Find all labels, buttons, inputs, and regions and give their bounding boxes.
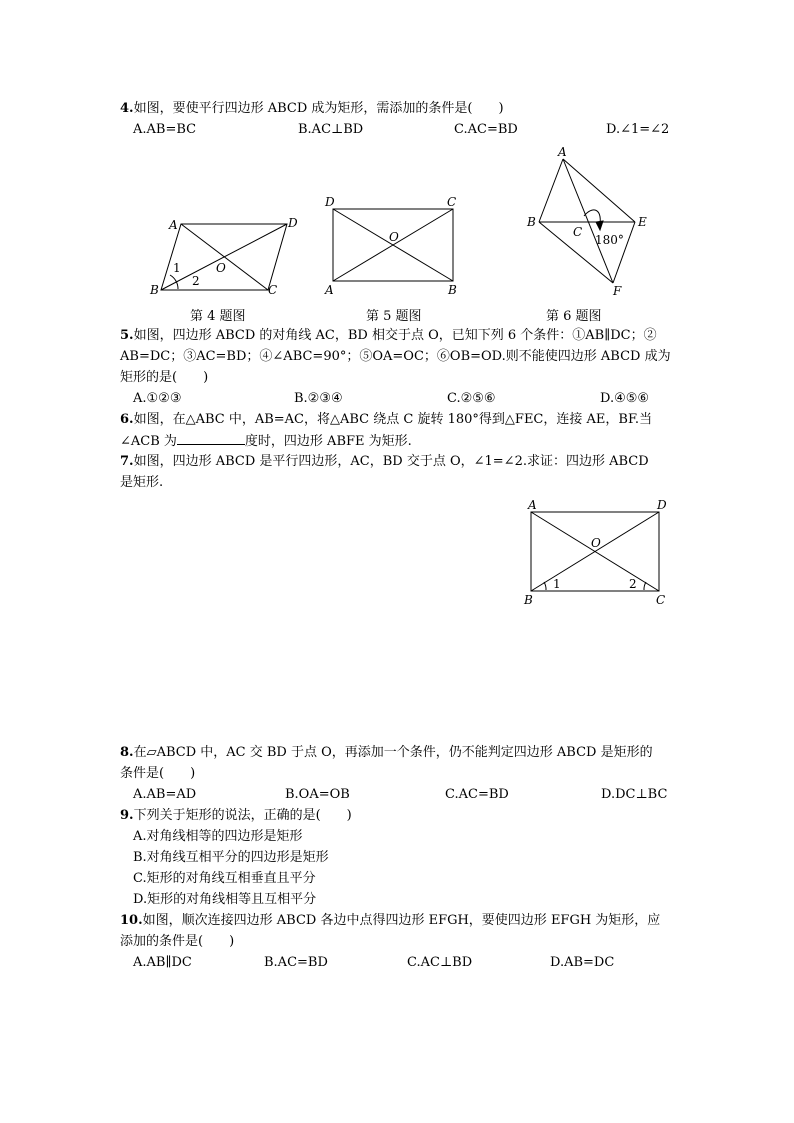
q5-stem-line1 [120, 327, 657, 345]
q9-stem [120, 807, 352, 825]
fig4-diagonal-bd [161, 224, 287, 290]
q8-option-b: B.OA=OB [285, 787, 350, 802]
q9-number: 9. [120, 808, 134, 823]
fig4-label-o: O [216, 261, 226, 275]
q8-text-1: 在▱ABCD 中，AC 交 BD 于点 O，再添加一个条件，仍不能判定四边形 ABCD 是矩形的 [133, 745, 653, 760]
q4-option-c: C.AC=BD [454, 122, 518, 137]
q9-text: 下列关于矩形的说法，正确的是( ) [133, 808, 352, 823]
q7-number: 7. [120, 454, 134, 469]
fig6-label-e: E [638, 215, 647, 229]
fig4-label-d: D [288, 216, 298, 230]
q5-text-1: 如图，四边形 ABCD 的对角线 AC，BD 相交于点 O，已知下列 6 个条件：①AB∥DC；② [133, 328, 657, 343]
q6-answer-blank[interactable] [177, 432, 245, 445]
q9-option-c: C.矩形的对角线互相垂直且平分 [133, 871, 316, 886]
q10-option-b: B.AC=BD [264, 955, 328, 970]
fig7-angle-arc-1 [544, 582, 546, 590]
q4-text: 如图，要使平行四边形 ABCD 成为矩形，需添加的条件是( ) [133, 101, 504, 116]
q10-option-d: D.AB=DC [550, 955, 615, 970]
q5-number: 5. [120, 328, 134, 343]
fig4-label-1: 1 [173, 261, 181, 275]
fig5-caption: 第 5 题图 [366, 309, 422, 324]
fig4-label-a: A [169, 218, 178, 232]
fig7-label-b: B [524, 593, 533, 607]
q4-number: 4. [120, 101, 134, 116]
q5-option-a: A.①②③ [133, 391, 182, 406]
q8-text-2: 条件是( ) [120, 766, 196, 781]
q9-option-a: A.对角线相等的四边形是矩形 [133, 829, 303, 844]
q4-option-a: A.AB=BC [133, 122, 197, 137]
q5-option-d: D.④⑤⑥ [600, 391, 650, 406]
q8-option-d: D.DC⊥BC [601, 787, 668, 802]
fig7-label-1: 1 [553, 577, 561, 591]
fig4-caption: 第 4 题图 [190, 309, 246, 324]
fig4-label-b: B [150, 283, 159, 297]
q6-text-2a: ∠ACB 为 [120, 434, 177, 449]
q6-stem-line2 [120, 432, 412, 451]
fig6-label-180: 180° [595, 233, 624, 247]
q6-text-2b: 度时，四边形 ABFE 为矩形. [244, 434, 412, 449]
fig6-label-c: C [573, 225, 583, 239]
q5-text-2: AB=DC；③AC=BD；④∠ABC=90°；⑤OA=OC；⑥OB=OD.则不能使四边形 ABCD 成为 [120, 349, 671, 364]
fig6-line-ab [539, 159, 563, 222]
fig5-label-b: B [448, 283, 457, 297]
fig6-caption: 第 6 题图 [546, 309, 602, 324]
q9-option-b: B.对角线互相平分的四边形是矩形 [133, 850, 329, 865]
fig6-line-af [563, 159, 613, 283]
q6-text-1: 如图，在△ABC 中，AB=AC，将△ABC 绕点 C 旋转 180°得到△FEC，连接 AE，BF.当 [133, 412, 653, 427]
q8-stem-line1 [120, 744, 653, 762]
q8-option-a: A.AB=AD [133, 787, 197, 802]
q10-text-2: 添加的条件是( ) [120, 934, 235, 949]
fig5-label-o: O [389, 230, 399, 244]
fig5-label-a: A [325, 283, 334, 297]
fig4-label-c: C [268, 283, 278, 297]
q9-option-d: D.矩形的对角线相等且互相平分 [133, 892, 317, 907]
q10-stem-line1 [120, 912, 660, 930]
q6-stem-line1 [120, 411, 652, 429]
q8-option-c: C.AC=BD [445, 787, 509, 802]
q7-stem-line1 [120, 453, 649, 471]
q10-text-1: 如图，顺次连接四边形 ABCD 各边中点得四边形 EFGH，要使四边形 EFGH 为矩形，应 [142, 913, 661, 928]
q10-option-c: C.AC⊥BD [407, 955, 473, 970]
fig6-label-f: F [613, 284, 622, 298]
q4-option-d: D.∠1=∠2 [606, 122, 670, 137]
fig6-line-ef [613, 222, 635, 283]
fig7-label-c: C [656, 593, 666, 607]
q10-option-a: A.AB∥DC [133, 955, 192, 970]
fig7-label-d: D [657, 498, 667, 512]
q5-text-3: 矩形的是( ) [120, 370, 209, 385]
q4-option-b: B.AC⊥BD [298, 122, 364, 137]
q8-number: 8. [120, 745, 134, 760]
fig4-angle-arc [170, 275, 178, 289]
q10-number: 10. [120, 913, 143, 928]
fig7-label-o: O [591, 536, 601, 550]
fig5-label-c: C [447, 195, 457, 209]
fig5-label-d: D [325, 195, 335, 209]
fig6-rotation-arrow [596, 221, 603, 230]
q6-number: 6. [120, 412, 134, 427]
fig6-label-b: B [527, 215, 536, 229]
q5-option-c: C.②⑤⑥ [447, 391, 496, 406]
fig7-label-a: A [528, 498, 537, 512]
fig7-angle-arc-2 [644, 582, 646, 590]
fig7-label-2: 2 [629, 577, 637, 591]
q7-text-1: 如图，四边形 ABCD 是平行四边形，AC，BD 交于点 O，∠1=∠2.求证：四边形 ABCD [133, 454, 649, 469]
fig4-label-2: 2 [192, 274, 200, 288]
q7-text-2: 是矩形. [120, 475, 164, 490]
q5-option-b: B.②③④ [294, 391, 343, 406]
fig6-label-a: A [558, 145, 567, 159]
